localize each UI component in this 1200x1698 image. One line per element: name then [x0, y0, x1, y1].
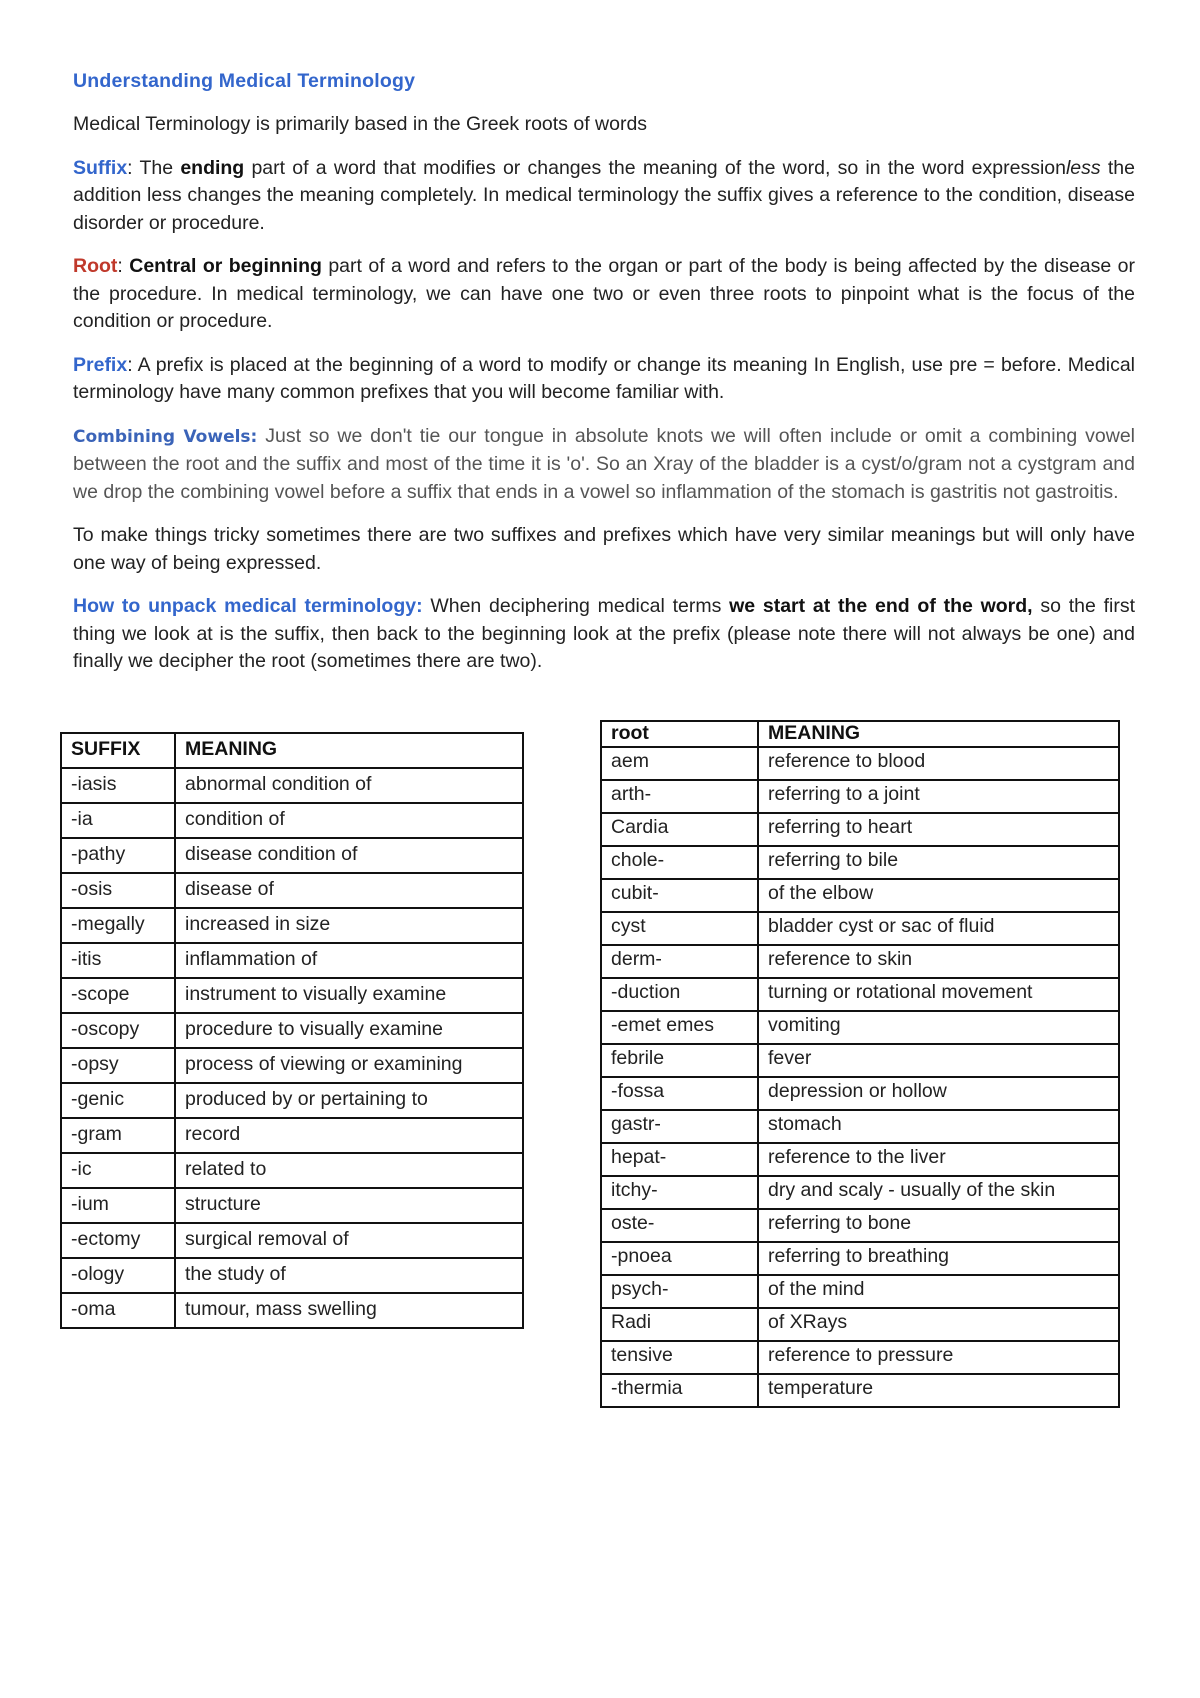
suffix-bold: ending [180, 156, 245, 179]
term-cell: -pathy [61, 838, 175, 873]
root-table-header [601, 721, 1119, 747]
meaning-cell: produced by or pertaining to [175, 1083, 523, 1118]
term-cell: -ic [61, 1153, 175, 1188]
table-row [601, 1209, 1119, 1242]
root-paragraph [73, 253, 1135, 336]
term-cell: -ia [61, 803, 175, 838]
suffix-table [60, 732, 524, 1329]
table-row [601, 945, 1119, 978]
meaning-cell: reference to the liver [758, 1143, 1119, 1176]
meaning-cell: dry and scaly - usually of the skin [758, 1176, 1119, 1209]
table-row [61, 1258, 523, 1293]
meaning-cell: related to [175, 1153, 523, 1188]
root-sep: : [117, 255, 130, 277]
meaning-cell: referring to bone [758, 1209, 1119, 1242]
meaning-cell: of the mind [758, 1275, 1119, 1308]
meaning-cell: process of viewing or examining [175, 1048, 523, 1083]
root-bold: Central or beginning [129, 255, 322, 277]
intro-text: Medical Terminology is primarily based in the Greek roots of words [73, 113, 648, 135]
term-cell: cyst [601, 912, 758, 945]
term-cell: oste- [601, 1209, 758, 1242]
page-title: Understanding Medical Terminology [73, 70, 416, 92]
unpack-bold: we start at the end of the word, [729, 595, 1033, 617]
table-row [61, 1118, 523, 1153]
term-cell: cubit- [601, 879, 758, 912]
term-cell: derm- [601, 945, 758, 978]
suffix-italic: less [1065, 156, 1101, 179]
unpack-paragraph [73, 593, 1135, 676]
meaning-cell: structure [175, 1188, 523, 1223]
prefix-label: Prefix [73, 353, 128, 376]
term-cell: -ium [61, 1188, 175, 1223]
meaning-cell: vomiting [758, 1011, 1119, 1044]
term-cell: arth- [601, 780, 758, 813]
meaning-cell: inflammation of [175, 943, 523, 978]
term-cell: -genic [61, 1083, 175, 1118]
meaning-cell: disease of [175, 873, 523, 908]
table-row [61, 943, 523, 978]
table-row [601, 912, 1119, 945]
table-row [601, 747, 1119, 780]
meaning-cell: disease condition of [175, 838, 523, 873]
meaning-cell: abnormal condition of [175, 768, 523, 803]
suffix-text-2: the addition less changes the meaning completely. In medical terminology the suffix gives a reference to the condition, disease disorder or procedure. [73, 156, 1135, 234]
table-row [61, 768, 523, 803]
table-row [61, 1223, 523, 1258]
table-row [601, 879, 1119, 912]
meaning-cell: condition of [175, 803, 523, 838]
term-cell: hepat- [601, 1143, 758, 1176]
tricky-paragraph [73, 522, 1135, 577]
table-row [61, 908, 523, 943]
prefix-text: : A prefix is placed at the beginning of a word to modify or change its meaning In English, use pre = before. Medical terminology have many common prefixes that you will become familiar with. [73, 353, 1135, 403]
meaning-cell: instrument to visually examine [175, 978, 523, 1013]
table-row [601, 1275, 1119, 1308]
term-cell: -pnoea [601, 1242, 758, 1275]
suffix-sep: : The [127, 156, 181, 179]
term-cell: -duction [601, 978, 758, 1011]
meaning-cell: referring to bile [758, 846, 1119, 879]
meaning-cell: record [175, 1118, 523, 1153]
term-cell: -itis [61, 943, 175, 978]
table-row [601, 1374, 1119, 1407]
meaning-cell: procedure to visually examine [175, 1013, 523, 1048]
table-row [61, 1013, 523, 1048]
meaning-cell: referring to heart [758, 813, 1119, 846]
tricky-text: To make things tricky sometimes there are two suffixes and prefixes which have very similar meanings but will only have one way of being expressed. [73, 524, 1135, 574]
table-row [61, 1188, 523, 1223]
meaning-cell: of the elbow [758, 879, 1119, 912]
term-cell: tensive [601, 1341, 758, 1374]
meaning-cell: referring to a joint [758, 780, 1119, 813]
meaning-cell: stomach [758, 1110, 1119, 1143]
meaning-cell: reference to pressure [758, 1341, 1119, 1374]
combining-vowels-text: Just so we don't tie our tongue in absolute knots we will often include or omit a combining vowel between the root and the suffix and most of the time it is 'o'. So an Xray of the bladder is a cyst/o/gram not a cystgram and we drop the combining vowel before a suffix that ends in a vowel so inflammation of the stomach is gastritis not gastroitis. [73, 424, 1135, 503]
table-row [61, 803, 523, 838]
meaning-cell: depression or hollow [758, 1077, 1119, 1110]
table-row [601, 1308, 1119, 1341]
term-cell: aem [601, 747, 758, 780]
prefix-paragraph [73, 352, 1135, 407]
suffix-paragraph [73, 155, 1135, 238]
meaning-cell: reference to skin [758, 945, 1119, 978]
term-cell: -oscopy [61, 1013, 175, 1048]
table-row [601, 1011, 1119, 1044]
term-cell: chole- [601, 846, 758, 879]
meaning-cell: surgical removal of [175, 1223, 523, 1258]
table-row [601, 846, 1119, 879]
meaning-cell: bladder cyst or sac of fluid [758, 912, 1119, 945]
table-row [601, 1077, 1119, 1110]
suffix-header-cell: SUFFIX [61, 733, 175, 768]
term-cell: itchy- [601, 1176, 758, 1209]
term-cell: gastr- [601, 1110, 758, 1143]
table-row [601, 1176, 1119, 1209]
table-row [601, 780, 1119, 813]
meaning-cell: referring to breathing [758, 1242, 1119, 1275]
table-row [601, 1044, 1119, 1077]
meaning-cell: reference to blood [758, 747, 1119, 780]
term-cell: -scope [61, 978, 175, 1013]
unpack-label: How to unpack medical terminology: [73, 595, 423, 617]
term-cell: febrile [601, 1044, 758, 1077]
meaning-cell: increased in size [175, 908, 523, 943]
term-cell: -gram [61, 1118, 175, 1153]
term-cell: -iasis [61, 768, 175, 803]
table-row [601, 1242, 1119, 1275]
suffix-text-1: part of a word that modifies or changes the meaning of the word, so in the word expression [244, 156, 1066, 179]
table-row [61, 873, 523, 908]
term-cell: psych- [601, 1275, 758, 1308]
table-row [601, 1143, 1119, 1176]
unpack-text-2: so the first thing we look at is the suffix, then back to the beginning look at the prefix (please note there will not always be one) and finally we decipher the root (sometimes there are two). [73, 595, 1135, 672]
table-row [601, 1110, 1119, 1143]
meaning-cell: the study of [175, 1258, 523, 1293]
table-row [61, 838, 523, 873]
suffix-table-header [61, 733, 523, 768]
meaning-cell: turning or rotational movement [758, 978, 1119, 1011]
meaning-header-cell: MEANING [175, 733, 523, 768]
meaning-cell: tumour, mass swelling [175, 1293, 523, 1328]
meaning-cell: fever [758, 1044, 1119, 1077]
table-row [61, 1083, 523, 1118]
root-label: Root [73, 255, 118, 277]
table-row [61, 1153, 523, 1188]
suffix-label: Suffix [73, 156, 128, 179]
term-cell: Radi [601, 1308, 758, 1341]
unpack-text-1: When deciphering medical terms [422, 595, 730, 617]
combining-vowels-paragraph [73, 423, 1135, 507]
term-cell: -ology [61, 1258, 175, 1293]
root-text: part of a word and refers to the organ or part of the body is being affected by the disease or the procedure. In medical terminology, we can have one two or even three roots to pinpoint what is the focus of the condition or procedure. [73, 255, 1135, 332]
meaning-cell: temperature [758, 1374, 1119, 1407]
meaning-cell: of XRays [758, 1308, 1119, 1341]
meaning-header-cell: MEANING [758, 721, 1119, 747]
term-cell: -osis [61, 873, 175, 908]
term-cell: -thermia [601, 1374, 758, 1407]
term-cell: Cardia [601, 813, 758, 846]
document-body [73, 70, 1135, 692]
term-cell: -fossa [601, 1077, 758, 1110]
table-row [61, 978, 523, 1013]
table-row [61, 1293, 523, 1328]
table-row [601, 813, 1119, 846]
term-cell: -opsy [61, 1048, 175, 1083]
term-cell: -oma [61, 1293, 175, 1328]
intro-paragraph [73, 111, 1135, 139]
table-row [601, 978, 1119, 1011]
root-header-cell: root [601, 721, 758, 747]
term-cell: -megally [61, 908, 175, 943]
table-row [61, 1048, 523, 1083]
combining-vowels-label: Combining Vowels: [73, 426, 258, 447]
term-cell: -ectomy [61, 1223, 175, 1258]
table-row [601, 1341, 1119, 1374]
term-cell: -emet emes [601, 1011, 758, 1044]
root-table [600, 720, 1120, 1408]
